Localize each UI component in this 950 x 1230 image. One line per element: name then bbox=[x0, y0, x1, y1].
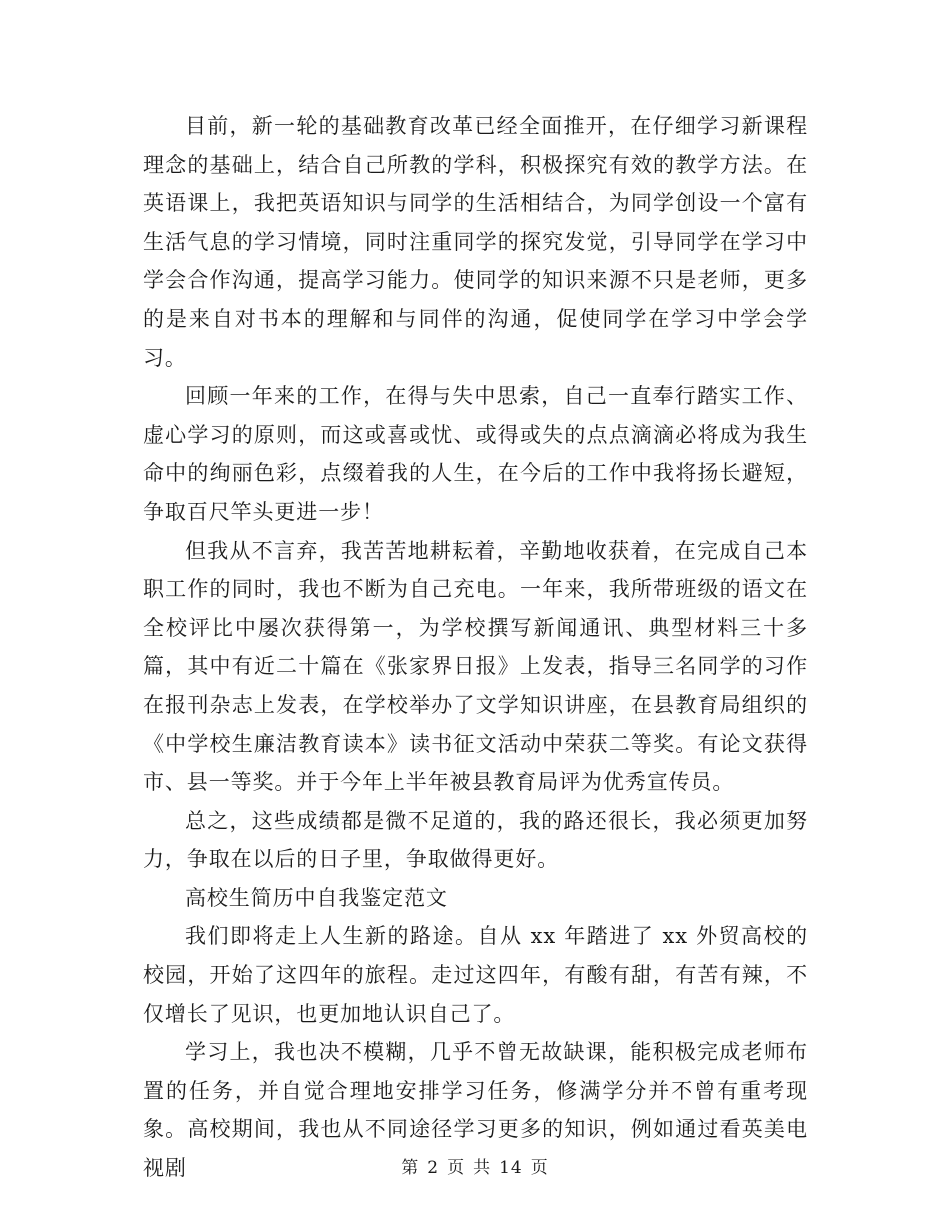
paragraph-study: 学习上，我也决不模糊，几乎不曾无故缺课，能积极完成老师布置的任务，并自觉合理地安排学习任务，修满学分并不曾有重考现象。高校期间，我也从不同途径学习更多的知识，例如通过看英美电视剧 bbox=[143, 1040, 808, 1181]
page-footer bbox=[0, 1153, 950, 1178]
paragraph-conclusion: 总之，这些成绩都是微不足道的，我的路还很长，我必须更加努力，争取在以后的日子里，争取做得更好。 bbox=[143, 808, 808, 872]
footer-prefix: 第 bbox=[401, 1158, 420, 1178]
footer-total-word: 共 bbox=[473, 1158, 492, 1178]
document-body bbox=[143, 107, 808, 1188]
footer-current-page: 2 bbox=[427, 1158, 440, 1178]
paragraph-year-review: 回顾一年来的工作，在得与失中思索，自己一直奉行踏实工作、虚心学习的原则，而这或喜或忧、或得或失的点点滴滴必将成为我生命中的绚丽色彩，点缀着我的人生，在今后的工作中我将扬长避短，争取百尺竿头更进一步！ bbox=[143, 384, 808, 524]
footer-suffix: 页 bbox=[530, 1158, 549, 1178]
paragraph-teaching-reform: 目前，新一轮的基础教育改革已经全面推开，在仔细学习新课程理念的基础上，结合自己所教的学科，积极探究有效的教学方法。在英语课上，我把英语知识与同学的生活相结合，为同学创设一个富有生活气息的学习情境，同时注重同学的探究发觉，引导同学在学习中学会合作沟通，提高学习能力。使同学的知识来源不只是老师，更多的是来自对书本的理解和与同伴的沟通，促使同学在学习中学会学习。 bbox=[143, 114, 808, 370]
paragraph-achievements: 但我从不言弃，我苦苦地耕耘着，辛勤地收获着，在完成自己本职工作的同时，我也不断为自己充电。一年来，我所带班级的语文在全校评比中屡次获得第一，为学校撰写新闻通讯、典型材料三十多篇，其中有近二十篇在《张家界日报》上发表，指导三名同学的习作在报刊杂志上发表，在学校举办了文学知识讲座，在县教育局组织的《中学校生廉洁教育读本》读书征文活动中荣获二等奖。有论文获得市、县一等奖。并于今年上半年被县教育局评为优秀宣传员。 bbox=[143, 538, 808, 795]
footer-page-word: 页 bbox=[447, 1158, 466, 1178]
section-heading: 高校生简历中自我鉴定范文 bbox=[185, 885, 448, 910]
footer-total-pages: 14 bbox=[499, 1158, 523, 1178]
paragraph-university-intro: 我们即将走上人生新的路途。自从 xx 年踏进了 xx 外贸高校的校园，开始了这四年的旅程。走过这四年，有酸有甜，有苦有辣，不仅增长了见识，也更加地认识自己了。 bbox=[143, 924, 808, 1026]
